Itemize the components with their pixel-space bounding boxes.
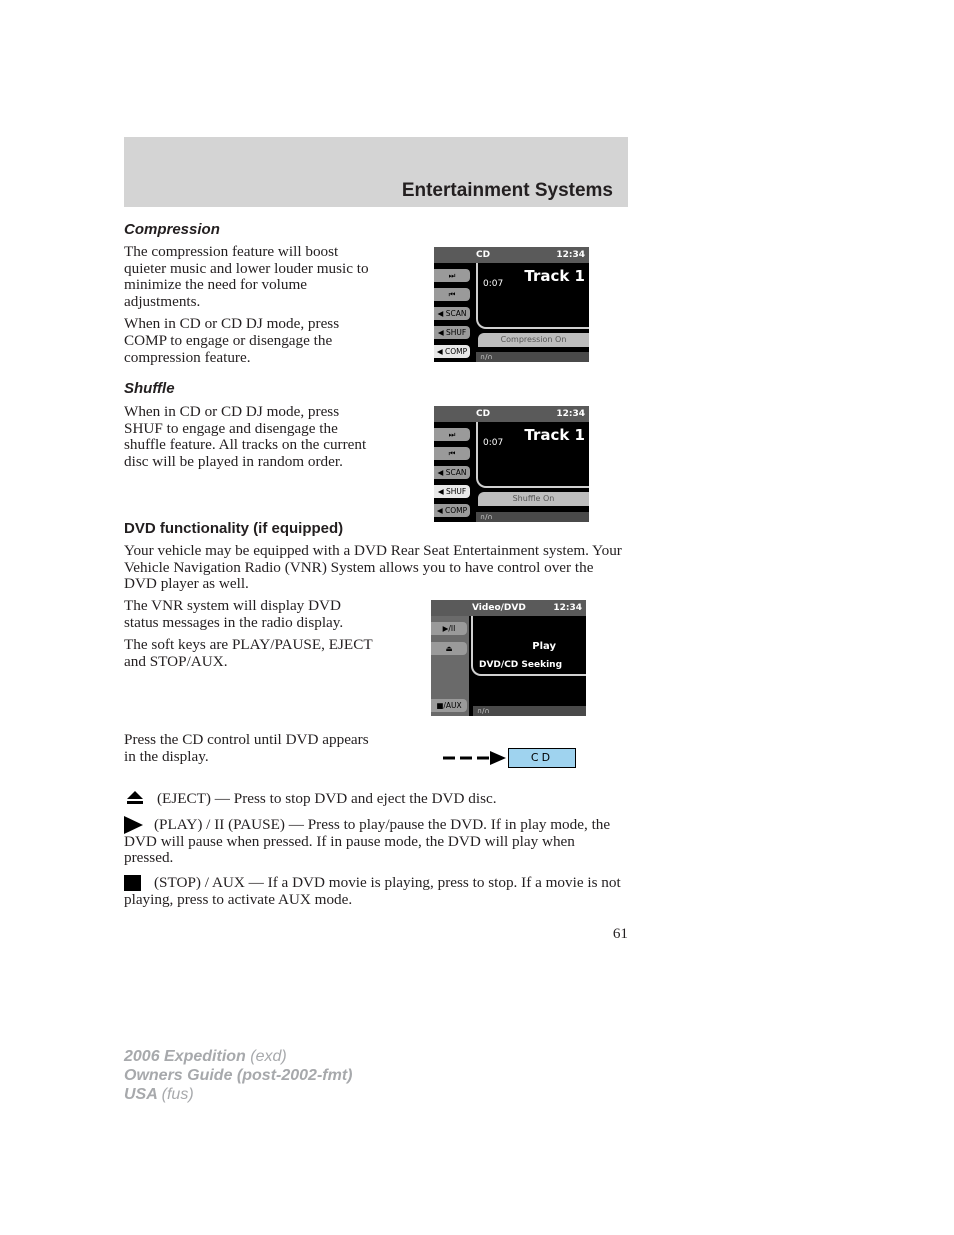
screen-topbar (431, 600, 586, 616)
screen-main-panel (476, 263, 589, 329)
screen-time: 0:07 (483, 279, 504, 289)
play-text: (PLAY) / II (PAUSE) — Press to play/pause the DVD. If in play mode, the DVD will pause when pressed. If in pause mode, the DVD will play when pressed. (124, 816, 611, 867)
footer-market-code: (fus) (161, 1086, 194, 1103)
screen-bottom-strip: ∩/∩ (473, 706, 586, 716)
shuffle-text (124, 404, 374, 470)
dvd-heading: DVD functionality (if equipped) (124, 520, 344, 537)
dvd-para-2: The VNR system will display DVD status messages in the radio display. (124, 597, 344, 631)
screen-source: Video/DVD (472, 603, 526, 613)
softkey-play-pause[interactable]: ▶/II (431, 622, 467, 635)
screen-topbar (434, 406, 589, 422)
cd-button[interactable]: CD (508, 748, 576, 768)
screen-main-panel (471, 616, 586, 676)
section-title: Entertainment Systems (401, 180, 613, 201)
screen-source: CD (476, 409, 491, 419)
shuffle-heading: Shuffle (124, 380, 175, 397)
screen-main-panel (476, 422, 589, 488)
page-number: 61 (612, 925, 628, 942)
footer-market: USA (124, 1086, 158, 1103)
stop-text: (STOP) / AUX — If a DVD movie is playing, press to stop. If a movie is not playing, press to activate AUX mode. (124, 874, 621, 908)
screen-state: Play (532, 641, 556, 652)
screen-bottom-strip: ∩/∩ (476, 512, 589, 522)
eject-text: (EJECT) — Press to stop DVD and eject the DVD disc. (157, 790, 497, 807)
compression-screen (434, 247, 589, 362)
softkey-next[interactable]: ⏭ (434, 269, 470, 282)
footer (124, 1047, 352, 1104)
softkey-shuf[interactable]: ◀ SHUF (434, 485, 470, 498)
shuffle-para-1: When in CD or CD DJ mode, press SHUF to engage and disengage the shuffle feature. All tracks on the current disc will be played in random order. (124, 403, 367, 470)
softkey-prev[interactable]: ⏮ (434, 288, 470, 301)
softkey-comp[interactable]: ◀ COMP (434, 345, 470, 358)
footer-line-3 (124, 1085, 352, 1104)
dvd-screen (431, 600, 586, 716)
screen-topbar (434, 247, 589, 263)
dvd-para-3: The soft keys are PLAY/PAUSE, EJECT and STOP/AUX. (124, 636, 373, 670)
header-band (124, 137, 628, 207)
softkey-eject[interactable]: ⏏ (431, 642, 467, 655)
softkey-scan[interactable]: ◀ SCAN (434, 466, 470, 479)
screen-status: Shuffle On (478, 492, 589, 506)
screen-track: Track 1 (524, 267, 585, 285)
screen-track: Track 1 (524, 426, 585, 444)
screen-clock: 12:34 (556, 409, 585, 419)
screen-status: Compression On (478, 333, 589, 347)
screen-status: DVD/CD Seeking (479, 660, 563, 670)
footer-line-2: Owners Guide (post-2002-fmt) (124, 1067, 353, 1084)
compression-text (124, 244, 374, 366)
dvd-para-4: Press the CD control until DVD appears in the display. (124, 731, 369, 765)
screen-time: 0:07 (483, 438, 504, 448)
compression-heading: Compression (124, 221, 220, 238)
softkey-prev[interactable]: ⏮ (434, 447, 470, 460)
screen-source: CD (476, 250, 491, 260)
footer-model-code: (exd) (250, 1048, 287, 1065)
dvd-intro: Your vehicle may be equipped with a DVD Rear Seat Entertainment system. Your Vehicle Navigation Radio (VNR) System allows you to have control over the DVD player as well. (124, 542, 622, 593)
compression-para-1: The compression feature will boost quieter music and lower louder music to minimize the need for volume adjustments. (124, 243, 369, 310)
screen-bottom-strip: ∩/∩ (476, 352, 589, 362)
softkey-next[interactable]: ⏭ (434, 428, 470, 441)
screen-clock: 12:34 (553, 603, 582, 613)
shuffle-screen (434, 406, 589, 522)
softkey-shuf[interactable]: ◀ SHUF (434, 326, 470, 339)
softkey-scan[interactable]: ◀ SCAN (434, 307, 470, 320)
compression-para-2: When in CD or CD DJ mode, press COMP to engage or disengage the compression feature. (124, 315, 340, 366)
eject-icon (126, 791, 144, 805)
footer-model: 2006 Expedition (124, 1048, 246, 1065)
screen-clock: 12:34 (556, 250, 585, 260)
softkey-comp[interactable]: ◀ COMP (434, 504, 470, 517)
dvd-text (124, 598, 379, 670)
dashed-arrow-icon (440, 748, 510, 768)
footer-line-1 (124, 1047, 352, 1066)
softkey-stop-aux[interactable]: ■/AUX (431, 699, 467, 712)
